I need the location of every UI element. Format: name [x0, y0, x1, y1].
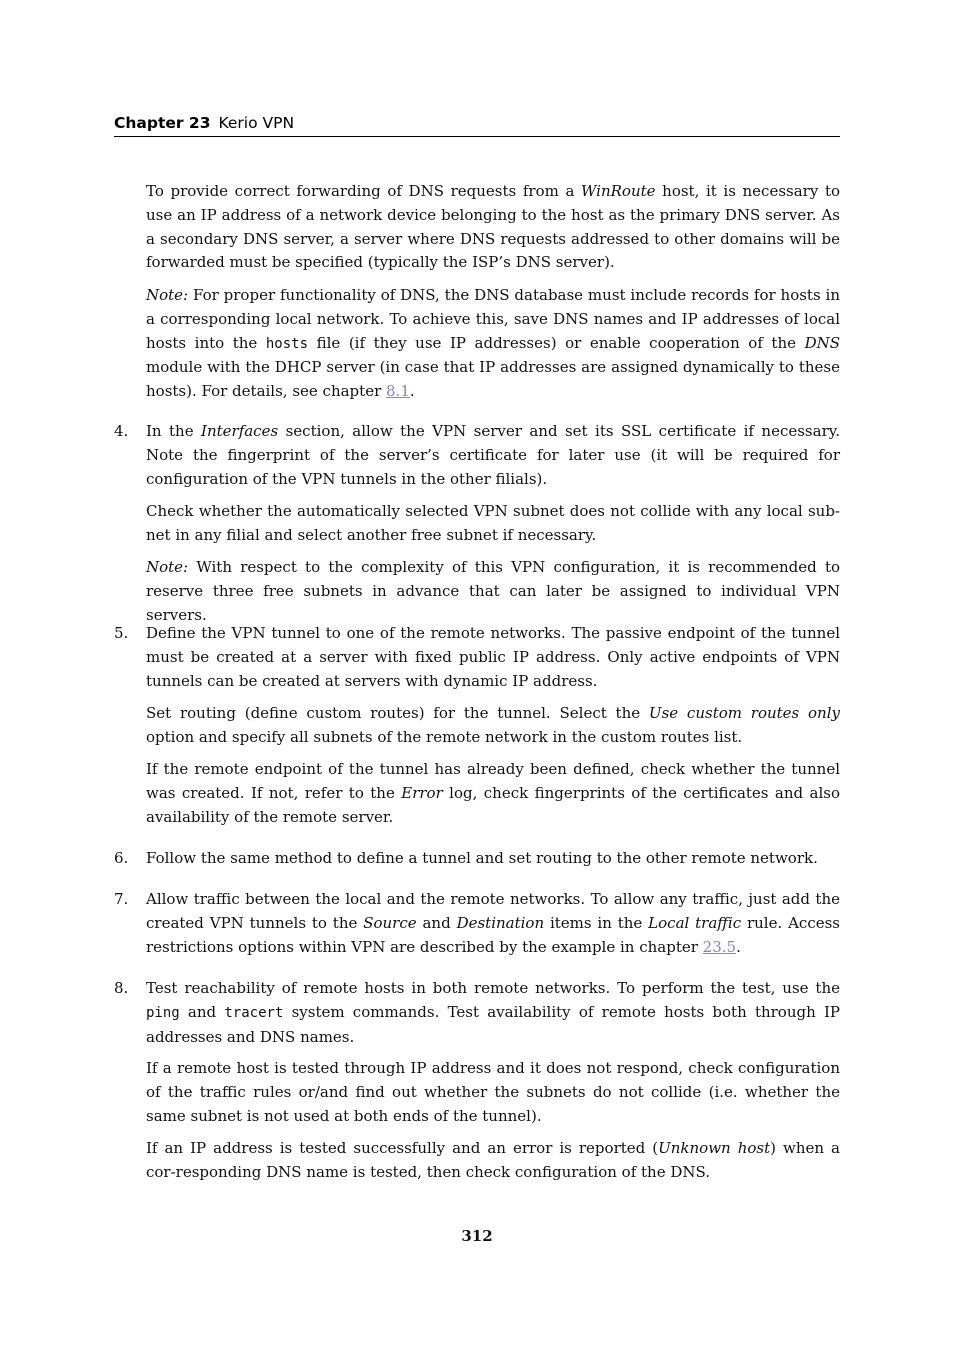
text-run: items in the: [544, 913, 649, 932]
source-term: Source: [363, 913, 417, 932]
list-number-5: 5.: [114, 624, 129, 642]
local-traffic-term: Local traffic: [648, 913, 742, 932]
text-run: If the remote endpoint of the tunnel has already been defined, check whether the tunnel was created. If not, refer to the: [146, 760, 840, 802]
list-number-8: 8.: [114, 979, 129, 997]
note-label: Note:: [146, 286, 189, 304]
chapter-number: Chapter 23: [114, 114, 211, 132]
text-run: and: [179, 1002, 225, 1021]
text-run: .: [409, 382, 415, 401]
text-run: host, it is necessary to use an IP address of a network device belonging to the host as the primary DNS server. As a secondary DNS server, a server where DNS requests addressed to other domains will be forwarded must be specified (typically the ISP’s DNS server).: [146, 182, 841, 272]
unknown-host-term: Unknown host: [658, 1139, 771, 1157]
text-run: ) when a cor-responding DNS name is tested, then check configuration of the DNS.: [146, 1139, 840, 1181]
text-run: and: [416, 913, 457, 932]
text-run: Set routing (define custom routes) for the tunnel. Select the: [146, 704, 649, 722]
chapter-link-23-5[interactable]: 23.5: [702, 937, 737, 956]
text-run: rule. Access restrictions options within VPN are described by the example in chapter: [146, 913, 841, 956]
note-label: Note:: [146, 558, 189, 576]
text-run: If an IP address is tested successfully and an error is reported (: [146, 1139, 659, 1157]
running-header: [114, 114, 840, 137]
page-number: 312: [461, 1227, 493, 1245]
text-run: Allow traffic between the local and the remote networks. To allow any traffic, just add the created VPN tunnels to the: [146, 890, 840, 932]
destination-term: Destination: [456, 913, 545, 932]
custom-routes-term: Use custom routes only: [648, 704, 840, 722]
tracert-command-code: tracert: [224, 1004, 284, 1021]
text-run: option and specify all subnets of the remote network in the custom routes list.: [146, 727, 743, 746]
text-run: file (if they use IP addresses) or enable cooperation of the: [308, 333, 805, 352]
dns-term: DNS: [804, 333, 840, 352]
text-run: log, check fingerprints of the certificates and also availability of the remote server.: [146, 783, 840, 826]
list-number-7: 7.: [114, 890, 129, 908]
item7-paragraph-1: [146, 888, 840, 959]
item6-paragraph-1: Follow the same method to define a tunnel and set routing to the other remote network.: [146, 849, 818, 867]
paragraph-dns-forwarding: [146, 180, 840, 275]
item4-paragraph-1: [146, 420, 840, 491]
text-run: system commands. Test availability of remote hosts both through IP addresses and DNS names.: [146, 1002, 840, 1046]
item5-paragraph-3: [146, 758, 840, 829]
item5-paragraph-1: Define the VPN tunnel to one of the remote networks. The passive endpoint of the tunnel must be created at a server with fixed public IP address. Only active endpoints of VPN tunnels can be created at servers with dynamic IP address.: [146, 624, 840, 690]
text-run: module with the DHCP server (in case that IP addresses are assigned dynamically to these hosts). For details, see chapter: [146, 358, 840, 401]
paragraph-dns-note: [146, 284, 840, 404]
list-number-4: 4.: [114, 422, 129, 440]
text-run: section, allow the VPN server and set its SSL certificate if necessary. Note the fingerprint of the server’s certificate for later use (it will be required for configuration of the VPN tunnels in the other filials).: [146, 422, 840, 488]
item5-paragraph-2: [146, 702, 840, 750]
item8-paragraph-2: If a remote host is tested through IP address and it does not respond, check configuration of the traffic rules or/and find out whether the subnets do not collide (i.e. whether the same subnet is not used at both ends of the tunnel).: [146, 1059, 840, 1125]
item4-paragraph-2: Check whether the automatically selected VPN subnet does not collide with any local sub-net in any filial and select another free subnet if necessary.: [146, 502, 840, 544]
text-run: To provide correct forwarding of DNS requests from a: [146, 182, 582, 200]
item4-paragraph-3: [146, 556, 840, 627]
item8-paragraph-1: [146, 977, 840, 1049]
ping-command-code: ping: [146, 1004, 180, 1021]
interfaces-term: Interfaces: [201, 422, 279, 440]
item8-paragraph-3: [146, 1137, 840, 1185]
text-run: Test reachability of remote hosts in both remote networks. To perform the test, use the: [146, 979, 840, 997]
chapter-title: Kerio VPN: [218, 114, 295, 132]
winroute-term: WinRoute: [581, 182, 656, 200]
hosts-file-code: hosts: [265, 335, 309, 352]
error-log-term: Error: [401, 783, 443, 802]
text-run: .: [736, 937, 741, 956]
text-run: For proper functionality of DNS, the DNS database must include records for hosts in a corresponding local network. To achieve this, save DNS names and IP addresses of local hosts into the: [146, 286, 840, 352]
chapter-link-8-1[interactable]: 8.1: [386, 382, 410, 401]
text-run: With respect to the complexity of this VPN configuration, it is recommended to reserve three free subnets in advance that can later be assigned to individual VPN servers.: [146, 558, 840, 624]
list-number-6: 6.: [114, 849, 129, 867]
text-run: In the: [146, 422, 202, 440]
